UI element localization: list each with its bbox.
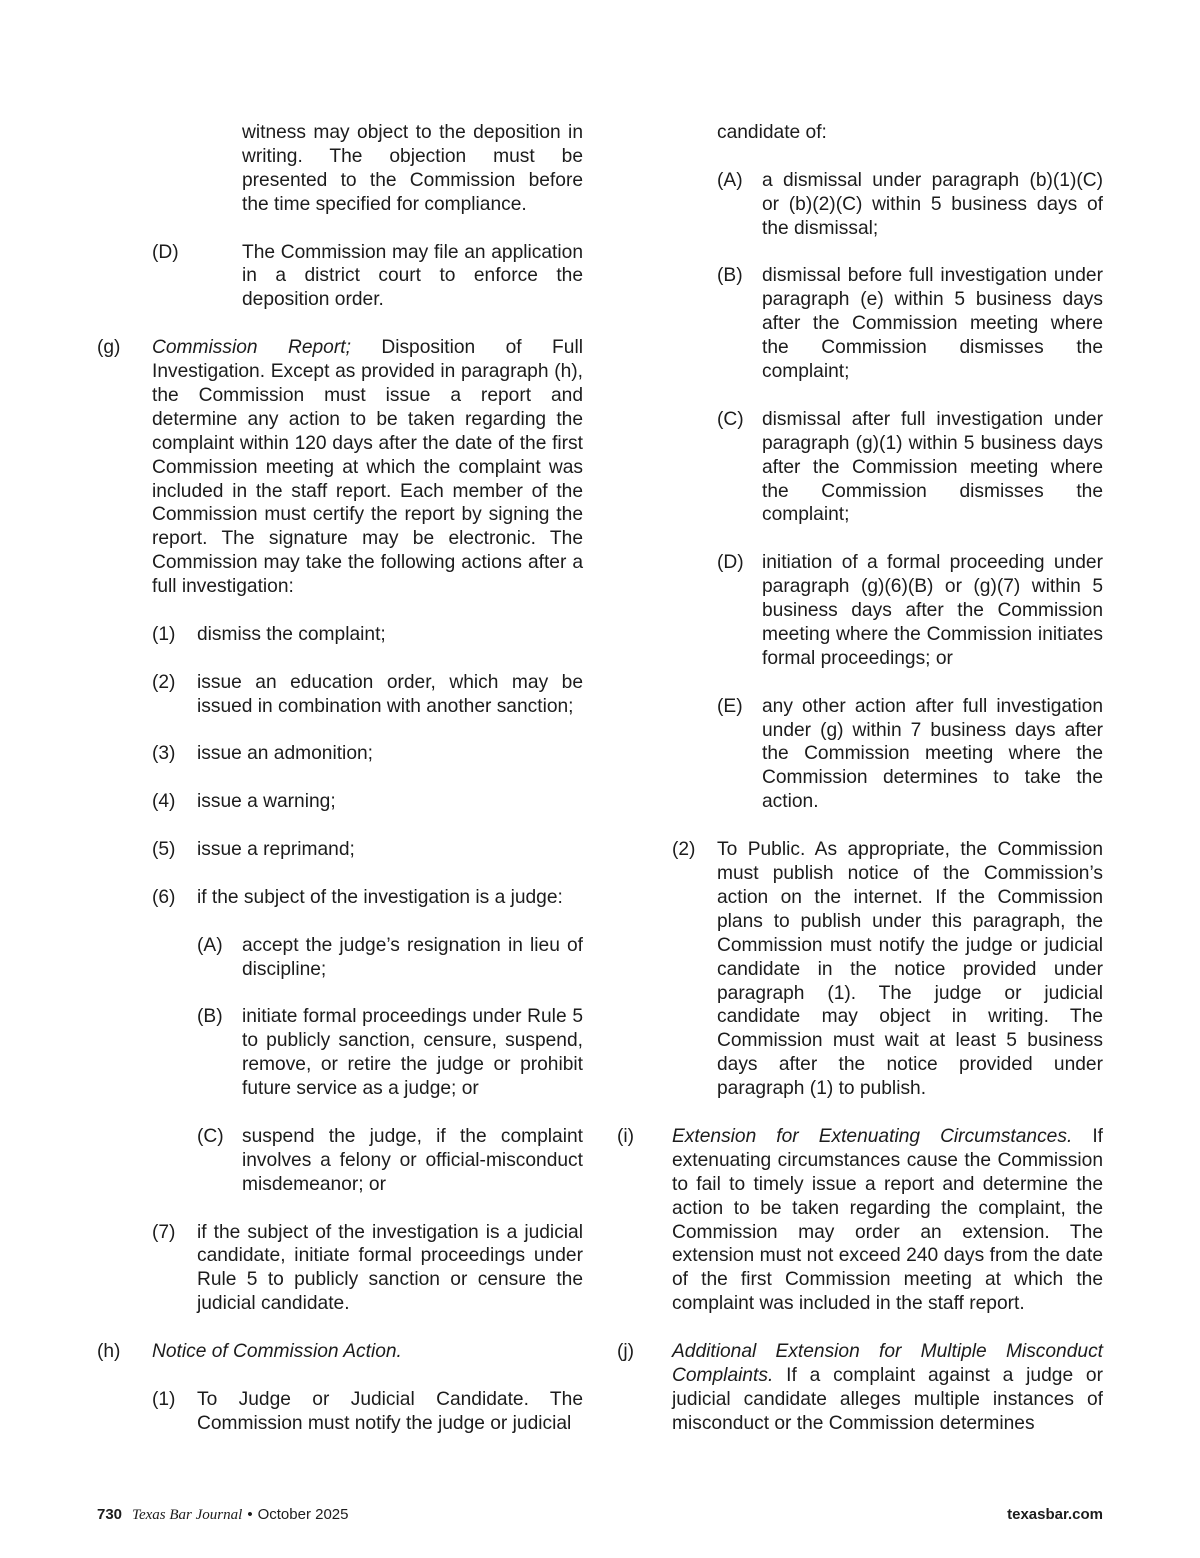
sub-list-item: (E) any other action after full investigation under (g) within 7 business days after the Commission meeting where the Commission determines to take the action. [717,695,1103,813]
section-title: Notice of Commission Action. [152,1341,402,1363]
section-j [617,1340,1103,1436]
bullet-separator: • [247,1506,253,1523]
section-label: (i) [617,1125,635,1147]
section-h [97,1340,583,1364]
list-item: (1) To Judge or Judicial Candidate. The Commission must notify the judge or judicial [152,1388,583,1434]
section-title: Extension for Extenuating Circumstances. [672,1125,1073,1147]
left-column [97,121,583,1460]
section-title: Additional Extension for Multiple Misconduct Complaints. [672,1341,1103,1386]
website-link[interactable]: texasbar.com [1007,1506,1103,1523]
section-title: Commission Report; [152,337,351,359]
sub-list-item: (B) dismissal before full investigation under paragraph (e) within 5 business days after the Commission meeting where the Commission dismisses the complaint; [717,265,1103,383]
section-i [617,1125,1103,1316]
section-label: (h) [97,1341,121,1363]
sub-list-item: (C) suspend the judge, if the complaint involves a felony or official-misconduct misdemeanor; or [197,1125,583,1195]
section-label: (g) [97,337,121,359]
journal-name: Texas Bar Journal [132,1507,243,1523]
paragraph-f3-continued: witness may object to the deposition in writing. The objection must be presented to the Commission before the time specified for compliance. [242,122,583,215]
list-item: (5) issue a reprimand; [152,839,355,861]
list-item: (4) issue a warning; [152,791,336,813]
issue-date: October 2025 [257,1506,349,1523]
section-text: If extenuating circumstances cause the Commission to fail to timely issue a report and determine the action to be taken regarding the complaint, the Commission may order an extension. The extension must not exceed 240 days from the date of the first Commission meeting at which the complaint was included in the staff report. [672,1125,1103,1315]
paragraph-h1-continued: candidate of: [717,122,827,143]
sub-list-item: (D) initiation of a formal proceeding under paragraph (g)(6)(B) or (g)(7) within 5 business days after the Commission meeting where the Commission initiates formal proceedings; or [717,552,1103,669]
sub-list-item: (C) dismissal after full investigation under paragraph (g)(1) within 5 business days after the Commission meeting where the Commission dismisses the complaint; [717,408,1103,526]
list-item: (2) issue an education order, which may be issued in combination with another sanction; [152,671,583,717]
section-text: If a complaint against a judge or judicial candidate alleges multiple instances of misconduct or the Commission determines [672,1365,1103,1434]
list-item: (3) issue an admonition; [152,743,373,765]
section-text: Disposition of Full Investigation. Except as provided in paragraph (h), the Commission must issue a report and determine any action to be taken regarding the complaint within 120 days after the date of the first Commission meeting at which the complaint was included in the staff report. Each member of the Commission must certify the report by signing the report. The signature may be electronic. The Commission may take the following actions after a full investigation: [152,337,583,598]
sub-list-item: (A) a dismissal under paragraph (b)(1)(C) or (b)(2)(C) within 5 business days of the dismissal; [717,169,1103,239]
sub-list-item: (B) initiate formal proceedings under Rule 5 to publicly sanction, censure, suspend, remove, or retire the judge or prohibit future service as a judge; or [197,1006,583,1100]
section-label: (j) [617,1341,635,1363]
sub-list-item: (A) accept the judge’s resignation in lieu of discipline; [197,934,583,980]
list-item: (2) To Public. As appropriate, the Commission must publish notice of the Commission’s action on the internet. If the Commission plans to publish under this paragraph, the Commission must notify the judge or judicial candidate in the notice provided under paragraph (1). The judge or judicial candidate may object in writing. The Commission must wait at least 5 business days after the notice provided under paragraph (1) to publish. [672,839,1103,1100]
section-g [97,336,583,599]
right-column [617,121,1103,1460]
list-item: (1) dismiss the complaint; [152,623,386,645]
page-number: 730 [97,1506,123,1523]
page-footer [97,1505,1103,1529]
list-item: (7) if the subject of the investigation is a judicial candidate, initiate formal proceedings under Rule 5 to publicly sanction or censure the judicial candidate. [152,1221,583,1315]
item-label: (D) [152,241,179,263]
list-item: (6) if the subject of the investigation is a judge: [152,886,563,908]
paragraph-f-D: (D) The Commission may file an application in a district court to enforce the deposition order. [152,241,583,311]
